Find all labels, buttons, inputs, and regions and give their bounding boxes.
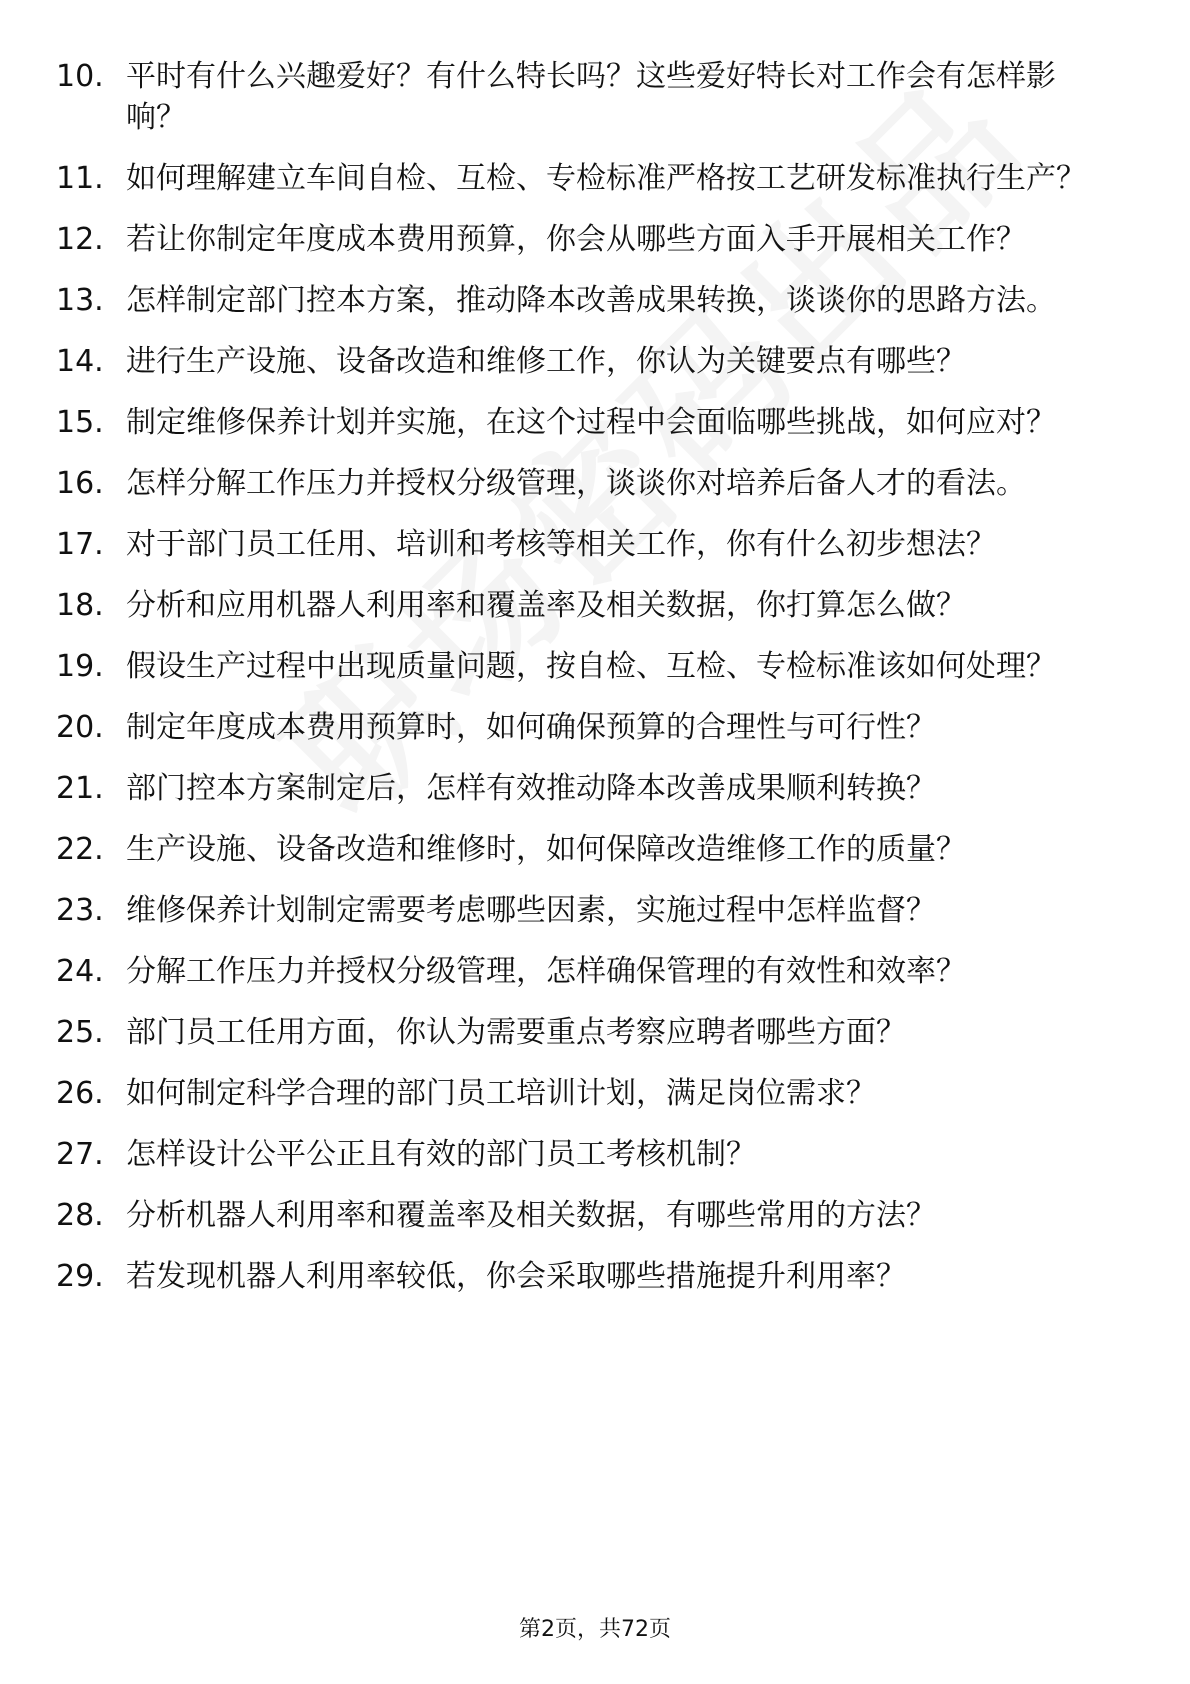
question-text: 若让你制定年度成本费用预算，你会从哪些方面入手开展相关工作？ — [126, 222, 1026, 257]
question-text: 怎样制定部门控本方案，推动降本改善成果转换，谈谈你的思路方法。 — [126, 283, 1056, 318]
question-text: 假设生产过程中出现质量问题，按自检、互检、专检标准该如何处理？ — [126, 649, 1056, 684]
question-item — [56, 341, 1106, 382]
question-item — [56, 951, 1106, 992]
question-number: 26. — [56, 1076, 104, 1111]
question-text: 分解工作压力并授权分级管理，怎样确保管理的有效性和效率？ — [126, 954, 966, 989]
question-number: 18. — [56, 588, 104, 623]
question-number: 22. — [56, 832, 104, 867]
question-text: 部门员工任用方面，你认为需要重点考察应聘者哪些方面？ — [126, 1015, 906, 1050]
question-item — [56, 219, 1106, 260]
question-number: 29. — [56, 1259, 104, 1294]
question-text: 分析机器人利用率和覆盖率及相关数据，有哪些常用的方法？ — [126, 1198, 936, 1233]
question-number: 27. — [56, 1137, 104, 1172]
question-number: 28. — [56, 1198, 104, 1233]
question-item — [56, 768, 1106, 809]
question-number: 11. — [56, 161, 104, 196]
question-text: 对于部门员工任用、培训和考核等相关工作，你有什么初步想法？ — [126, 527, 996, 562]
question-item — [56, 1012, 1106, 1053]
question-number: 21. — [56, 771, 104, 806]
question-item — [56, 829, 1106, 870]
question-item — [56, 585, 1106, 626]
question-text: 进行生产设施、设备改造和维修工作，你认为关键要点有哪些？ — [126, 344, 966, 379]
question-item — [56, 524, 1106, 565]
question-text: 维修保养计划制定需要考虑哪些因素，实施过程中怎样监督？ — [126, 893, 936, 928]
question-item — [56, 1195, 1106, 1236]
question-number: 15. — [56, 405, 104, 440]
question-item — [56, 280, 1106, 321]
question-text: 如何理解建立车间自检、互检、专检标准严格按工艺研发标准执行生产？ — [126, 161, 1086, 196]
question-number: 23. — [56, 893, 104, 928]
question-item — [56, 1256, 1106, 1297]
question-text: 若发现机器人利用率较低，你会采取哪些措施提升利用率？ — [126, 1259, 906, 1294]
question-text: 部门控本方案制定后，怎样有效推动降本改善成果顺利转换？ — [126, 771, 936, 806]
question-text: 怎样设计公平公正且有效的部门员工考核机制？ — [126, 1137, 756, 1172]
question-text: 生产设施、设备改造和维修时，如何保障改造维修工作的质量？ — [126, 832, 966, 867]
question-item — [56, 158, 1106, 199]
question-number: 12. — [56, 222, 104, 257]
question-item — [56, 890, 1106, 931]
question-item — [56, 707, 1106, 748]
question-number: 14. — [56, 344, 104, 379]
question-number: 19. — [56, 649, 104, 684]
question-number: 10. — [56, 59, 104, 94]
question-item — [56, 646, 1106, 687]
question-item — [56, 402, 1106, 443]
question-item — [56, 56, 1106, 138]
question-item — [56, 463, 1106, 504]
question-text: 怎样分解工作压力并授权分级管理，谈谈你对培养后备人才的看法。 — [126, 466, 1026, 501]
question-number: 24. — [56, 954, 104, 989]
question-number: 13. — [56, 283, 104, 318]
question-text: 如何制定科学合理的部门员工培训计划，满足岗位需求？ — [126, 1076, 876, 1111]
page-footer: 第2页，共72页 — [519, 1617, 671, 1642]
question-text: 分析和应用机器人利用率和覆盖率及相关数据，你打算怎么做？ — [126, 588, 966, 623]
question-number: 16. — [56, 466, 104, 501]
question-text: 平时有什么兴趣爱好？有什么特长吗？这些爱好特长对工作会有怎样影响？ — [126, 59, 1056, 135]
question-text: 制定年度成本费用预算时，如何确保预算的合理性与可行性？ — [126, 710, 936, 745]
question-number: 25. — [56, 1015, 104, 1050]
question-list — [56, 56, 1106, 1317]
question-number: 20. — [56, 710, 104, 745]
question-number: 17. — [56, 527, 104, 562]
question-item — [56, 1134, 1106, 1175]
question-text: 制定维修保养计划并实施，在这个过程中会面临哪些挑战，如何应对？ — [126, 405, 1056, 440]
question-item — [56, 1073, 1106, 1114]
